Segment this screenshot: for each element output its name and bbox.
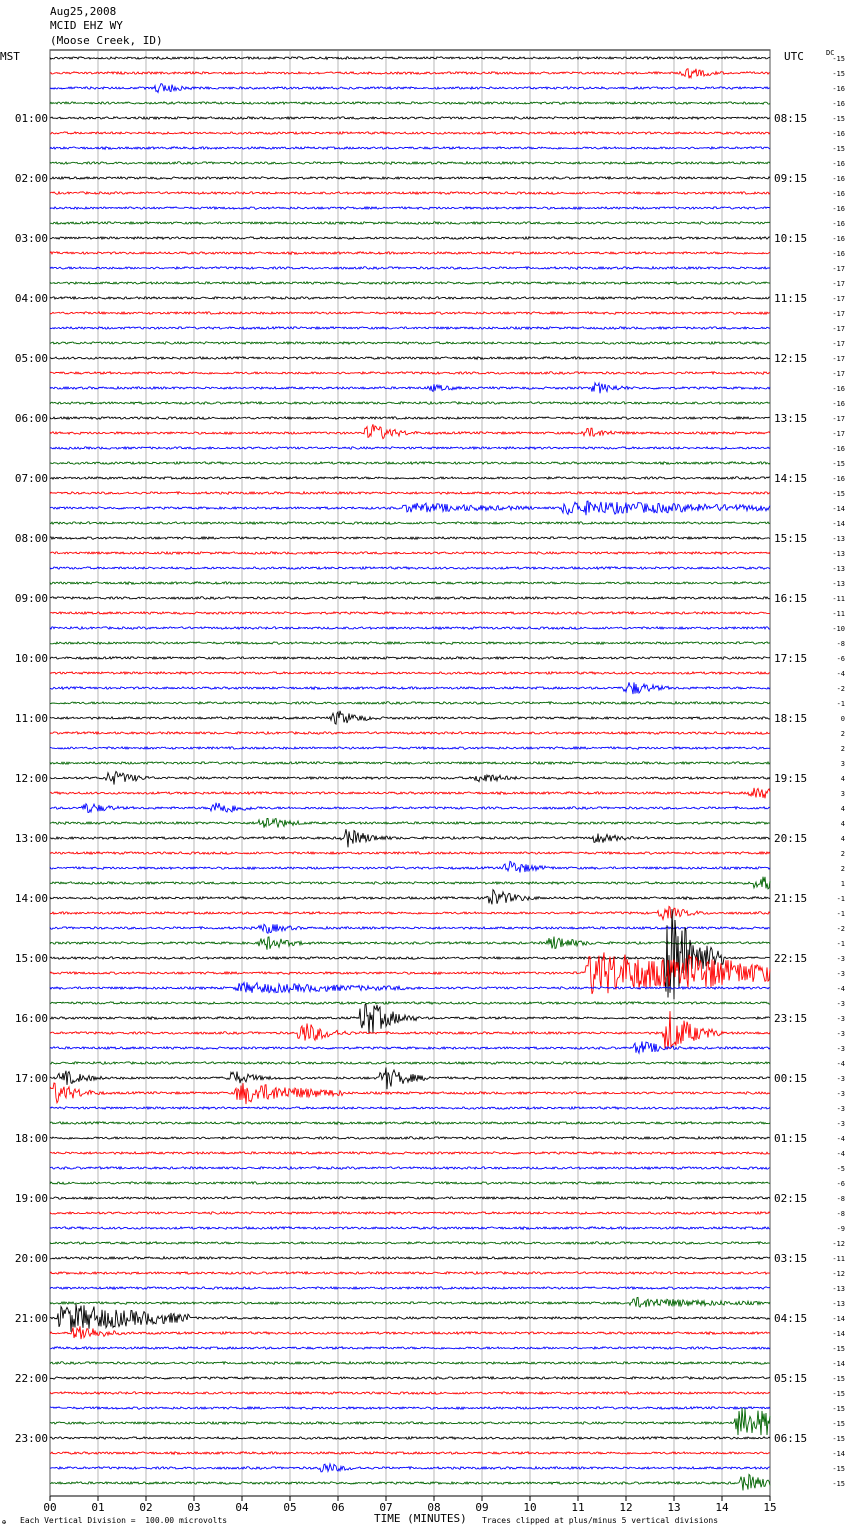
trace-row (50, 1474, 770, 1490)
dc-offset-label: -15 (832, 1420, 845, 1428)
dc-axis-title: DC (826, 49, 835, 57)
mst-hour-label: 06:00 (14, 412, 48, 425)
trace-row (50, 567, 770, 570)
dc-offset-label: -16 (832, 220, 845, 228)
dc-offset-label: -10 (832, 625, 845, 633)
station-code: MCID EHZ WY (50, 19, 123, 32)
x-tick-label: 15 (763, 1501, 777, 1514)
dc-offset-label: -17 (832, 280, 845, 288)
dc-offset-label: -2 (836, 685, 845, 693)
trace-row (50, 222, 770, 225)
trace-row (50, 627, 770, 630)
trace-row (50, 357, 770, 360)
trace-row (50, 1408, 770, 1435)
trace-row (50, 424, 770, 438)
utc-hour-label: 12:15 (774, 352, 808, 365)
dc-offset-label: -8 (836, 640, 845, 648)
mst-hour-label: 22:00 (14, 1372, 48, 1385)
trace-row (50, 57, 770, 60)
utc-hour-label: 16:15 (774, 592, 808, 605)
trace-row (50, 1464, 770, 1472)
trace-row (50, 582, 770, 585)
trace-row (50, 1297, 770, 1307)
trace-row (50, 1067, 770, 1089)
trace-row (50, 682, 770, 694)
dc-offset-label: -4 (836, 1060, 845, 1068)
dc-offset-label: -3 (836, 955, 845, 963)
trace-row (50, 1452, 770, 1455)
utc-hour-label: 21:15 (774, 892, 808, 905)
trace-row (50, 1362, 770, 1365)
x-tick-label: 01 (91, 1501, 105, 1514)
trace-row (50, 447, 770, 450)
trace-row (50, 117, 770, 119)
dc-offset-label: -16 (832, 250, 845, 258)
trace-row (50, 327, 770, 330)
dc-offset-label: -4 (836, 1150, 845, 1158)
dc-offset-label: -16 (832, 445, 845, 453)
dc-offset-label: -8 (836, 1195, 845, 1203)
dc-offset-label: -17 (832, 295, 845, 303)
mst-hour-label: 21:00 (14, 1312, 48, 1325)
utc-hour-label: 02:15 (774, 1192, 808, 1205)
dc-offset-label: -16 (832, 130, 845, 138)
x-tick-label: 06 (331, 1501, 345, 1514)
mst-hour-label: 05:00 (14, 352, 48, 365)
dc-offset-label: -12 (832, 1240, 845, 1248)
trace-row (50, 1062, 770, 1065)
dc-offset-label: -1 (836, 940, 845, 948)
x-tick-label: 12 (619, 1501, 633, 1514)
trace-row (50, 84, 770, 93)
dc-offset-label: -15 (832, 1465, 845, 1473)
dc-offset-label: -17 (832, 265, 845, 273)
trace-row (50, 342, 770, 345)
dc-offset-label: -14 (832, 1330, 845, 1338)
dc-offset-label: -17 (832, 340, 845, 348)
trace-row (50, 1227, 770, 1230)
dc-offset-label: -17 (832, 370, 845, 378)
dc-offset-label: 2 (840, 850, 845, 858)
dc-offset-label: -16 (832, 175, 845, 183)
trace-row (50, 642, 770, 645)
dc-offset-label: -1 (836, 910, 845, 918)
trace-row (50, 1137, 770, 1140)
trace-row (50, 819, 770, 828)
trace-row (50, 890, 770, 905)
mst-hour-label: 08:00 (14, 532, 48, 545)
utc-hour-label: 14:15 (774, 472, 808, 485)
trace-row (50, 702, 770, 705)
trace-row (50, 1122, 770, 1125)
utc-hour-label: 08:15 (774, 112, 808, 125)
trace-row (50, 1212, 770, 1215)
trace-row (50, 177, 770, 179)
dc-offset-label: -3 (836, 1030, 845, 1038)
dc-offset-label: -17 (832, 355, 845, 363)
utc-hour-label: 06:15 (774, 1432, 808, 1445)
dc-offset-label: -17 (832, 310, 845, 318)
x-tick-label: 07 (379, 1501, 393, 1514)
trace-row (50, 132, 770, 135)
trace-row (50, 909, 770, 999)
label-layer (15, 55, 845, 1514)
trace-row (50, 1347, 770, 1350)
logo-mark-icon: ✠ (2, 1518, 7, 1526)
dc-offset-label: -13 (832, 1285, 845, 1293)
trace-row (50, 877, 770, 889)
dc-offset-label: -14 (832, 505, 845, 513)
dc-offset-label: -3 (836, 1090, 845, 1098)
x-tick-label: 00 (43, 1501, 57, 1514)
dc-offset-label: -15 (832, 70, 845, 78)
trace-row (50, 501, 770, 515)
trace-row (50, 829, 770, 847)
dc-offset-label: -15 (832, 490, 845, 498)
trace-row (50, 237, 770, 240)
trace-row (50, 1083, 770, 1104)
trace-layer (50, 57, 770, 1491)
mst-hour-label: 10:00 (14, 652, 48, 665)
x-tick-label: 02 (139, 1501, 153, 1514)
dc-offset-label: -16 (832, 400, 845, 408)
trace-row (50, 852, 770, 855)
dc-offset-label: -4 (836, 670, 845, 678)
trace-row (50, 906, 770, 919)
utc-hour-label: 00:15 (774, 1072, 808, 1085)
dc-offset-label: -15 (832, 55, 845, 63)
trace-row (50, 1041, 770, 1053)
x-tick-label: 11 (571, 1501, 585, 1514)
trace-row (50, 1377, 770, 1380)
trace-row (50, 207, 770, 210)
mst-hour-label: 09:00 (14, 592, 48, 605)
dc-offset-label: -13 (832, 535, 845, 543)
dc-offset-label: -13 (832, 1300, 845, 1308)
trace-row (50, 982, 770, 993)
trace-row (50, 771, 770, 784)
dc-offset-label: -12 (832, 1270, 845, 1278)
mst-hour-label: 02:00 (14, 172, 48, 185)
dc-offset-label: -3 (836, 970, 845, 978)
mst-hour-label: 23:00 (14, 1432, 48, 1445)
trace-row (50, 552, 770, 554)
x-tick-label: 13 (667, 1501, 681, 1514)
trace-row (50, 924, 770, 933)
dc-offset-label: -4 (836, 1135, 845, 1143)
dc-offset-label: -16 (832, 205, 845, 213)
dc-offset-label: -15 (832, 1405, 845, 1413)
utc-hour-label: 22:15 (774, 952, 808, 965)
utc-hour-label: 01:15 (774, 1132, 808, 1145)
dc-offset-label: -17 (832, 430, 845, 438)
dc-offset-label: -2 (836, 925, 845, 933)
dc-offset-label: -15 (832, 145, 845, 153)
dc-offset-label: -6 (836, 1180, 845, 1188)
mst-hour-label: 12:00 (14, 772, 48, 785)
trace-row (50, 267, 770, 270)
x-axis-title: TIME (MINUTES) (374, 1512, 467, 1525)
dc-offset-label: -13 (832, 565, 845, 573)
trace-row (50, 937, 770, 950)
trace-row (50, 1107, 770, 1110)
dc-offset-label: -15 (832, 460, 845, 468)
trace-row (50, 612, 770, 614)
utc-hour-label: 13:15 (774, 412, 808, 425)
dc-offset-label: -6 (836, 655, 845, 663)
utc-hour-label: 19:15 (774, 772, 808, 785)
utc-hour-label: 18:15 (774, 712, 808, 725)
dc-offset-label: 0 (840, 715, 845, 723)
mst-hour-label: 19:00 (14, 1192, 48, 1205)
dc-offset-label: 4 (840, 835, 845, 843)
x-tick-label: 08 (427, 1501, 441, 1514)
mst-hour-label: 14:00 (14, 892, 48, 905)
mst-hour-label: 18:00 (14, 1132, 48, 1145)
trace-row (50, 69, 770, 79)
dc-offset-label: -16 (832, 160, 845, 168)
mst-hour-label: 11:00 (14, 712, 48, 725)
utc-hour-label: 04:15 (774, 1312, 808, 1325)
dc-offset-label: -16 (832, 85, 845, 93)
utc-hour-label: 17:15 (774, 652, 808, 665)
dc-offset-label: -3 (836, 1000, 845, 1008)
utc-hour-label: 10:15 (774, 232, 808, 245)
mst-hour-label: 15:00 (14, 952, 48, 965)
record-date: Aug25,2008 (50, 5, 117, 18)
dc-offset-label: -3 (836, 1015, 845, 1023)
trace-row (50, 597, 770, 600)
mst-axis-title: MST (0, 50, 20, 63)
dc-offset-label: -4 (836, 985, 845, 993)
mst-hour-label: 20:00 (14, 1252, 48, 1265)
utc-hour-label: 15:15 (774, 532, 808, 545)
dc-offset-label: -16 (832, 100, 845, 108)
dc-offset-label: -16 (832, 475, 845, 483)
dc-offset-label: 2 (840, 745, 845, 753)
utc-hour-label: 20:15 (774, 832, 808, 845)
dc-offset-label: -14 (832, 1360, 845, 1368)
trace-row (50, 1326, 770, 1339)
trace-row (50, 477, 770, 480)
trace-row (50, 1407, 770, 1410)
trace-row (50, 1257, 770, 1260)
trace-row (50, 162, 770, 165)
dc-offset-label: -1 (836, 700, 845, 708)
dc-offset-label: -15 (832, 1480, 845, 1488)
dc-offset-label: -14 (832, 520, 845, 528)
x-tick-label: 10 (523, 1501, 537, 1514)
mst-hour-label: 17:00 (14, 1072, 48, 1085)
utc-hour-label: 05:15 (774, 1372, 808, 1385)
dc-offset-label: -8 (836, 1210, 845, 1218)
dc-offset-label: -14 (832, 1315, 845, 1323)
dc-offset-label: -3 (836, 1075, 845, 1083)
mst-hour-label: 03:00 (14, 232, 48, 245)
dc-offset-label: -15 (832, 1345, 845, 1353)
trace-row (50, 297, 770, 300)
dc-offset-label: 4 (840, 820, 845, 828)
trace-row (50, 1242, 770, 1245)
dc-offset-label: -16 (832, 235, 845, 243)
trace-row (50, 1392, 770, 1395)
trace-row (50, 672, 770, 675)
dc-offset-label: -16 (832, 190, 845, 198)
trace-row (50, 402, 770, 405)
dc-offset-label: -11 (832, 610, 845, 618)
x-tick-label: 04 (235, 1501, 249, 1514)
trace-row (50, 711, 770, 724)
trace-row (50, 788, 770, 798)
trace-row (50, 462, 770, 465)
trace-row (50, 1004, 770, 1033)
dc-offset-label: -11 (832, 595, 845, 603)
trace-row (50, 803, 770, 813)
clip-note: Traces clipped at plus/minus 5 vertical divisions (482, 1516, 719, 1525)
trace-row (50, 762, 770, 765)
trace-row (50, 537, 770, 540)
dc-offset-label: 3 (840, 790, 845, 798)
dc-offset-label: -16 (832, 385, 845, 393)
x-tick-label: 05 (283, 1501, 297, 1514)
trace-row (50, 657, 770, 660)
dc-offset-label: -13 (832, 580, 845, 588)
trace-row (50, 1167, 770, 1170)
dc-offset-label: -9 (836, 1225, 845, 1233)
dc-offset-label: -11 (832, 1255, 845, 1263)
trace-row (50, 312, 770, 315)
trace-row (50, 1304, 770, 1332)
scale-note: Each Vertical Division = 100.00 microvolts (20, 1516, 228, 1525)
trace-row (50, 1287, 770, 1290)
trace-row (50, 1197, 770, 1200)
dc-offset-label: -15 (832, 1435, 845, 1443)
utc-hour-label: 09:15 (774, 172, 808, 185)
dc-offset-label: 2 (840, 865, 845, 873)
mst-hour-label: 13:00 (14, 832, 48, 845)
mst-hour-label: 01:00 (14, 112, 48, 125)
trace-row (50, 492, 770, 495)
dc-offset-label: -3 (836, 1105, 845, 1113)
mst-hour-label: 16:00 (14, 1012, 48, 1025)
dc-offset-label: -13 (832, 550, 845, 558)
mst-hour-label: 07:00 (14, 472, 48, 485)
trace-row (50, 1152, 770, 1154)
dc-offset-label: 1 (840, 880, 845, 888)
x-tick-label: 09 (475, 1501, 489, 1514)
utc-hour-label: 03:15 (774, 1252, 808, 1265)
dc-offset-label: -15 (832, 115, 845, 123)
dc-offset-label: 4 (840, 775, 845, 783)
trace-row (50, 1182, 770, 1185)
dc-offset-label: -3 (836, 1045, 845, 1053)
dc-offset-label: -17 (832, 325, 845, 333)
dc-offset-label: 3 (840, 760, 845, 768)
trace-row (50, 522, 770, 525)
mst-hour-label: 04:00 (14, 292, 48, 305)
trace-row (50, 747, 770, 750)
x-tick-label: 14 (715, 1501, 729, 1514)
dc-offset-label: -3 (836, 1120, 845, 1128)
trace-row (50, 372, 770, 375)
utc-axis-title: UTC (784, 50, 804, 63)
trace-row (50, 383, 770, 393)
dc-offset-label: -1 (836, 895, 845, 903)
trace-row (50, 1437, 770, 1440)
trace-row (50, 732, 770, 735)
trace-row (50, 417, 770, 420)
trace-row (50, 1272, 770, 1275)
dc-offset-label: -5 (836, 1165, 845, 1173)
x-tick-label: 03 (187, 1501, 201, 1514)
station-location: (Moose Creek, ID) (50, 34, 163, 47)
dc-offset-label: -15 (832, 1390, 845, 1398)
trace-row (50, 1002, 770, 1005)
trace-row (50, 252, 770, 255)
trace-row (50, 192, 770, 195)
trace-row (50, 102, 770, 105)
utc-hour-label: 23:15 (774, 1012, 808, 1025)
dc-offset-label: -17 (832, 415, 845, 423)
dc-offset-label: -14 (832, 1450, 845, 1458)
dc-offset-label: 4 (840, 805, 845, 813)
trace-row (50, 861, 770, 872)
utc-hour-label: 11:15 (774, 292, 808, 305)
dc-offset-label: -15 (832, 1375, 845, 1383)
trace-row (50, 282, 770, 284)
dc-offset-label: 2 (840, 730, 845, 738)
trace-row (50, 147, 770, 150)
